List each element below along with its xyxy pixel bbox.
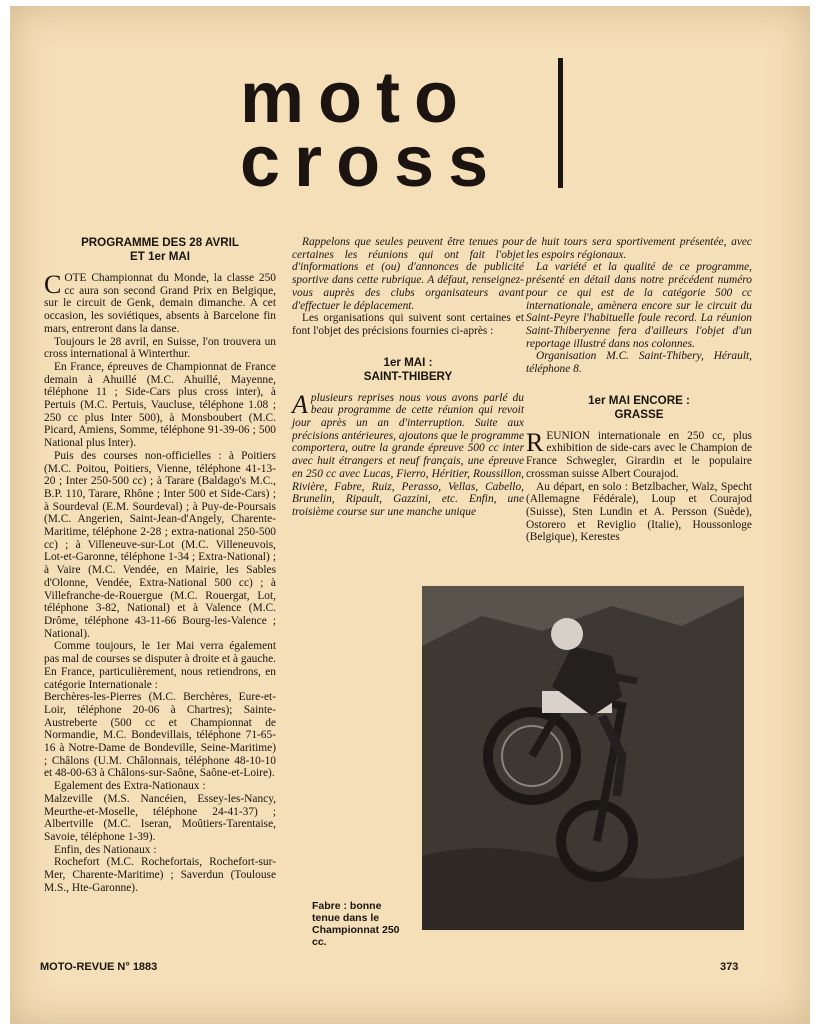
paragraph: En France, épreuves de Championnat de France demain à Ahuillé (M.C. Ahuillé, Mayenne, téléphone 11 ; Side-Cars plus cross inter), à Pertuis (M.C. Pertuis, Vaucluse, téléphone 1.08 ; 250 cc plus Inter 500), à Monsboubert (M.C. Picard, Amiens, Somme, téléphone 91-39-06 ; 500 National plus Inter). bbox=[44, 360, 276, 450]
paragraph: de huit tours sera sportivement présentée, avec les espoirs régionaux. bbox=[526, 236, 752, 261]
paragraph-text: EUNION internationale en 250 cc, plus exhibition de side-cars avec le Champion de France Schwegler, Girardin et le populaire crossman suisse Albert Courajod. bbox=[526, 429, 752, 480]
title-moto: moto bbox=[240, 58, 472, 138]
paragraph: Berchères-les-Pierres (M.C. Berchères, Eure-et-Loir, téléphone 20-06 à Chartres); Sainte-Austreberte (500 cc et Championnat de Normandie, M.C. Bondevillais, téléphone 71-65-16 à Notre-Dame de Bondeville, Seine-Maritime) ; Châlons (U.M. Châlonnais, téléphone 48-10-10 et 48-00-63 à Châlons-sur-Saône, Saône-et-Loire). bbox=[44, 691, 276, 780]
paragraph: Enfin, des Nationaux : bbox=[54, 843, 157, 856]
programme-heading-line1: PROGRAMME DES 28 AVRIL bbox=[81, 236, 239, 249]
paragraph: Toujours le 28 avril, en Suisse, l'on trouvera un cross international à Winterthur. bbox=[44, 335, 276, 361]
paragraph bbox=[292, 389, 525, 519]
paragraph: Puis des courses non-officielles : à Poitiers (M.C. Poitou, Poitiers, Vienne, téléphone 41-13-20 ; Inter 250-500 cc) ; à Tarare (Baldago's M.C., B.P. 110, Tarare, Rhône ; Inter 500 et Side-Cars) ; à Sourdeval (E.M. Sourdeval) ; à Puy-de-Poursais (M.C. Angerien, Saint-Jean-d'Angely, Charente-Maritime, téléphone 2-28 ; extra-national 250-500 cc) ; à Villeneuve-sur-Lot (M.C. Villeneuvois, Lot-et-Garonne, téléphone 1-34 ; Extra-National) ; à Vaire (M.C. Vendée, en Mairie, les Sables d'Olonne, Vendée, Extra-National 500 cc) ; à Villefranche-de-Rouergue (M.C. Rouergat, Lot, téléphone 3-82, National) et à Valence (M.C. Drôme, téléphone 43-11-66 Bourg-les-Valence ; National). bbox=[44, 449, 276, 640]
programme-heading bbox=[44, 236, 276, 264]
column-2 bbox=[292, 236, 524, 519]
paragraph: Au départ, en solo : Betzlbacher, Walz, Specht (Allemagne Fédérale), Loup et Courajod (Suisse), Sten Lundin et A. Persson (Suède), Ostorero et Reviglio (Italie), Houssonloge (Belgique), Kerestes bbox=[526, 480, 752, 544]
saint-thibery-heading-line2: SAINT-THIBERY bbox=[363, 369, 453, 383]
paragraph: Malzeville (M.S. Nancéien, Essey-les-Nancy, Meurthe-et-Moselle, téléphone 24-41-37) ; Albertville (M.C. Iseran, Moûtiers-Tarentaise, Savoie, téléphone 1-39). bbox=[44, 792, 276, 843]
saint-thibery-heading bbox=[292, 356, 524, 384]
paragraph: Rappelons que seules peuvent être tenues pour certaines les réunions qui ont fait l'objet d'informations et (ou) d'annonces de publicité sportive dans cette rubrique. A défaut, renseignez-vous auprès des clubs organisateurs avant d'effectuer le déplacement. bbox=[292, 236, 524, 312]
rider-photo-illustration bbox=[422, 586, 744, 930]
footer-magazine-issue: MOTO-REVUE N° 1883 bbox=[40, 961, 158, 973]
magazine-page bbox=[10, 6, 810, 1024]
drop-cap: A bbox=[292, 389, 308, 419]
grasse-heading-line2: GRASSE bbox=[614, 407, 664, 421]
title-cross: cross bbox=[240, 122, 503, 202]
paragraph: Comme toujours, le 1er Mai verra également pas mal de courses se disputer à droite et à gauche. En France, particulièrement, nous retiendrons, en catégorie Internationale : bbox=[44, 640, 276, 691]
programme-heading-line2: ET 1er MAI bbox=[130, 250, 190, 263]
paragraph: Les organisations qui suivent sont certaines et font l'objet des précisions fournies ci-après : bbox=[292, 312, 524, 337]
footer-page-number: 373 bbox=[720, 961, 739, 973]
paragraph: La variété et la qualité de ce programme, présenté en détail dans notre précédent numéro pour ce qui est de la catégorie 500 cc internationale, amènera encore sur le circuit du Saint-Peyre l'habituelle foule record. La réunion Saint-Thiberyenne fera d'ailleurs l'objet d'un reportage illustré dans nos colonnes. bbox=[526, 261, 752, 350]
grasse-heading bbox=[526, 394, 752, 422]
column-3 bbox=[526, 236, 752, 544]
saint-thibery-heading-line1: 1er MAI : bbox=[383, 355, 433, 369]
photo-caption: Fabre : bonne tenue dans le Championnat 250 cc. bbox=[312, 900, 400, 948]
paragraph bbox=[44, 272, 276, 336]
paragraph bbox=[526, 427, 752, 481]
grasse-heading-line1: 1er MAI ENCORE : bbox=[588, 393, 690, 407]
drop-cap: R bbox=[526, 427, 544, 457]
paragraph: Egalement des Extra-Nationaux : bbox=[54, 780, 206, 793]
motocross-photo bbox=[422, 586, 744, 930]
paragraph-text: OTE Championnat du Monde, la classe 250 cc aura son second Grand Prix en Belgique, sur le circuit de Genk, demain dimanche. A cet occasion, les soviétiques, absents à Barcelone fin mars, entreront dans la danse. bbox=[44, 272, 276, 335]
paragraph: Organisation M.C. Saint-Thibery, Hérault, téléphone 8. bbox=[526, 350, 752, 376]
drop-cap: C bbox=[44, 270, 62, 299]
paragraph-text: plusieurs reprises nous vous avons parlé du beau programme de cette réunion qui revoit jour après un an d'interruption. Suite aux précisions antérieures, ajoutons que le programme comportera, outre la grande épreuve 500 cc inter avec huit étrangers et neuf français, une épreuve en 250 cc avec Lucas, Fierro, Héritier, Roussillon, Rivière, Fabre, Ruiz, Perasso, Vellas, Cabello, Brunelin, Ripault, Gazzini, etc. Enfin, une troisième course sur une manche unique bbox=[292, 391, 525, 518]
paragraph: Rochefort (M.C. Rochefortais, Rochefort-sur-Mer, Charente-Maritime) ; Saverdun (Toulouse M.S., Hte-Garonne). bbox=[44, 856, 276, 894]
column-1 bbox=[44, 236, 276, 894]
title-bar bbox=[558, 58, 563, 188]
